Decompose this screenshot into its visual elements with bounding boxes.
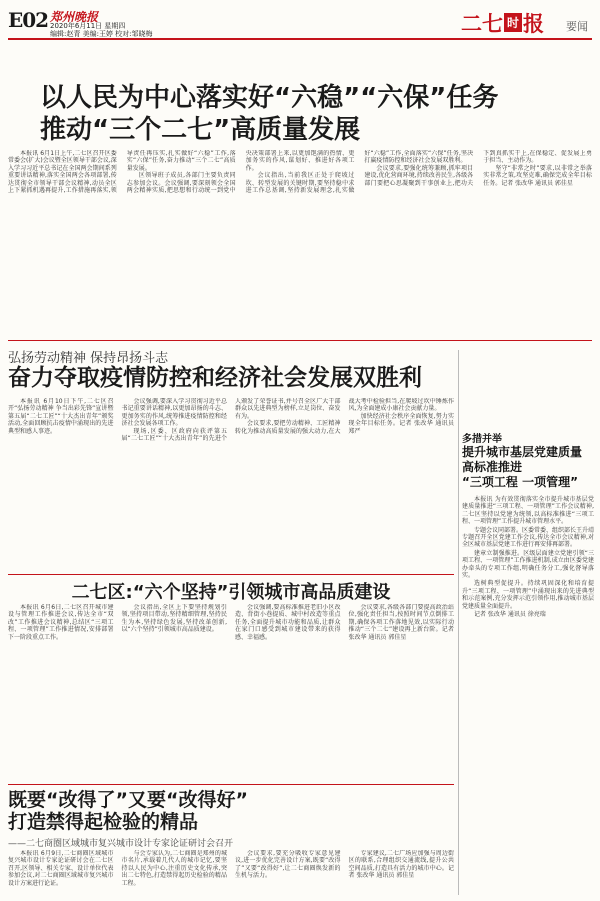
story4-headline	[8, 789, 454, 833]
edition-date: 2020年6月11日 星期四	[50, 22, 126, 30]
divider	[8, 574, 454, 575]
column-divider	[458, 350, 459, 895]
sidebar-kicker: 多措并举	[462, 434, 502, 445]
story2-title: 奋力夺取疫情防控和经济社会发展双胜利	[8, 365, 422, 391]
sidebar-paragraph: 选树典型促提升。持续巩固深化和培育提升“三项工程、一项管理”中涌现出来的先进典型和示范案例,充分发挥示范引领作用,推动城市基层党建质量全面提升。	[462, 580, 594, 610]
story3-title: 二七区:“六个坚持”引领城市高品质建设	[71, 582, 391, 603]
edition-info	[50, 22, 153, 38]
brand-mid: 时	[504, 13, 522, 32]
sidebar-paragraph: 记者 张改华 通讯员 徐亮瑞	[474, 611, 546, 619]
sidebar-story	[462, 430, 594, 890]
sidebar-title-line3: “三项工程 一项管理”	[462, 475, 578, 489]
story3-paragraph: 本报讯 6月6日,二七区召开城市建设与管理工作推进会议,传达全市“双改”工作推进会议精神,总结区“三项工程、一项管理”工作推进情况,安排部署下一阶段重点工作。	[8, 604, 114, 641]
story1-title-line1: 以人民为中心落实好“六稳”“六保”任务	[40, 83, 499, 113]
story1-paragraph: 本报讯 6月1日上午,二七区召开区委常委会(扩大)会议暨全区领导干部会议,深入学习习近平总书记在全国两会期间系列重要讲话精神,落实全国两会各项部署,传达贯彻全市领导干部会议精神,动员全区上下紧抓机遇再提升,工作措施再落实,领导责任再压实,扎实做好“六稳”工作,落实“六保”任务,奋力推动“三个二七”高质量发展。	[8, 150, 236, 195]
story2-body	[8, 398, 454, 570]
brand-left: 二七	[460, 12, 503, 36]
story3-paragraph: 会议强调,要高标准推进老旧小区改造、背街小巷提质、城中村改造等重点任务,全面提升城市功能和品质,让群众在家门口感受到城市建设带来的获得感、幸福感。	[235, 604, 341, 641]
story4-subtitle: ——二七商圈区域城市复兴城市设计专家论证研讨会召开	[8, 839, 234, 849]
story4-paragraph: 与会专家认为,二七商圈是郑州的城市名片,承载着几代人的城市记忆,要坚持以人民为中心,注重历史文化传承,突出二七特色,打造禁得起历史检验的精品工程。	[121, 850, 227, 887]
story4-body	[8, 850, 454, 896]
section-brand	[461, 8, 544, 38]
edition-staff: 编辑:赵青 美编:王婷 校对:邹晓梅	[50, 30, 153, 38]
divider	[8, 340, 592, 341]
story1-paragraph: 会议要求,要强化统筹兼顾,抓牢项目建设,优化营商环境,持续改善民生,各级各部门要把心思凝聚到干事创业上,把功夫下到真抓实干上,在保稳定、促发展上勇于担当、主动作为。	[364, 150, 592, 187]
story3-paragraph: 会议要求,各级各部门要提高政治站位,强化责任担当,按照时间节点倒排工期,确保各项工作落地见效,以实际行动推动“三个二七”建设再上新台阶。记者 张改华 通讯员 郭佳星	[348, 604, 454, 641]
story3-paragraph: 会议指出,全区上下要坚持规划引领,坚持项目带动,坚持精细管理,坚持民生为本,坚持绿色发展,坚持改革创新,以“六个坚持”引领城市高品质建设。	[121, 604, 227, 634]
story2-kicker: 弘扬劳动精神 保持昂扬斗志	[8, 351, 169, 366]
story1-body	[8, 150, 592, 336]
story4-paragraph: 本报讯 6月9日,二七商圈区域城市复兴城市设计专家论证研讨会在二七区召开,区领导、相关专家、设计单位代表参加会议,对二七商圈区域城市复兴城市设计方案进行论证。	[8, 850, 114, 887]
divider	[8, 784, 454, 785]
story2-paragraph: 加快经济社会秩序全面恢复,努力实现全年目标任务。记者 张改华 通讯员 郑严	[348, 412, 454, 435]
story2-paragraph: 会议要求,要把劳动精神、工匠精神转化为推动高质量发展的强大动力,在大战大考中检验担当,在爬坡过坎中锤炼作风,为全面建成小康社会贡献力量。	[235, 398, 454, 435]
sidebar-paragraph: 建章立制强推进。区级层面建立党建引领“三项工程、一项管理”工作推进机制,成立由区委党建办牵头的专项工作组,明确任务分工,强化督导落实。	[462, 549, 594, 580]
sidebar-body	[462, 496, 594, 619]
masthead	[8, 6, 592, 40]
story4-title-line1: 既要“改得了”又要“改得好”	[8, 789, 248, 811]
story1-title-line2: 推动“三个二七”高质量发展	[40, 115, 361, 145]
story1-headline	[40, 82, 560, 146]
brand-right: 报	[523, 12, 544, 36]
paper-logo: 郑州晚报	[50, 10, 99, 24]
story4-paragraph: 会议要求,要充分吸收专家意见建议,进一步优化完善设计方案,既要“改得了”又要“改得好”,让二七商圈焕发新的生机与活力。	[235, 850, 341, 880]
story1-paragraph: 区领导班子成员,各部门主要负责同志参加会议。会议强调,要深刻领会全国两会精神实质,把思想和行动统一到党中央决策部署上来,以更加饱满的热情、更加务实的作风,谋划好、推进好各项工作。	[126, 150, 355, 195]
section-name: 要闻	[566, 20, 588, 33]
sidebar-paragraph: 本报讯 为有效贯彻落实全市提升城市基层党建质量推进“三项工程、一项管理”工作会议精神,二七区坚持以党建为统领,以高标准推进“三项工程、一项管理”工作提升城市管理水平。	[462, 496, 594, 526]
story1-paragraph: 会议指出,当前我区正处于爬坡过坎、转型发展的关键时期,要坚持稳中求进工作总基调,坚持新发展理念,扎实做好“六稳”工作,全面落实“六保”任务,坚决打赢疫情防控和经济社会发展双胜利。	[245, 150, 474, 195]
story4-paragraph: 专家建议,二七广场应加强与周边街区的联系,合理组织交通流线,提升公共空间品质,打造具有活力的城市中心。记者 张改华 通讯员 郭佳星	[348, 850, 454, 880]
sidebar-title-line2: 高标准推进	[462, 460, 523, 474]
story4-title-line2: 打造禁得起检验的精品	[8, 811, 199, 833]
story2-paragraph: 会议强调,要深入学习贯彻习近平总书记重要讲话精神,以更加昂扬的斗志、更加务实的作风,统筹推进疫情防控和经济社会发展各项工作。	[121, 398, 227, 428]
story1-paragraph: 坚守“非常之时”要求,以非常之举落实非常之策,攻坚克难,确保完成全年目标任务。记者 张改华 通讯员 郭佳星	[483, 164, 592, 187]
story3-body	[8, 604, 454, 780]
story2-paragraph: 本报讯 6月10日下午,二七区召开“弘扬劳动精神 争当出彩先锋”宣讲暨第五届“二七工匠”“十大杰出青年”颁奖活动,全面回顾抗击疫情中涌现出的先进典型和感人事迹。	[8, 398, 114, 435]
page-number: E02	[8, 8, 49, 32]
sidebar-paragraph: 专题会议同部署。区委常委、组织部长王升靖专题召开全区党建工作会议,传达全市会议精神,对全区城市基层党建工作进行再安排再部署。	[462, 526, 595, 549]
story2-paragraph: 现场,区委、区政府向获评第五届“二七工匠”“十大杰出青年”的先进个人颁发了荣誉证书,并号召全区广大干部群众以先进典型为榜样,立足岗位、奋发有为。	[121, 398, 341, 443]
sidebar-title-line1: 提升城市基层党建质量	[462, 445, 583, 459]
